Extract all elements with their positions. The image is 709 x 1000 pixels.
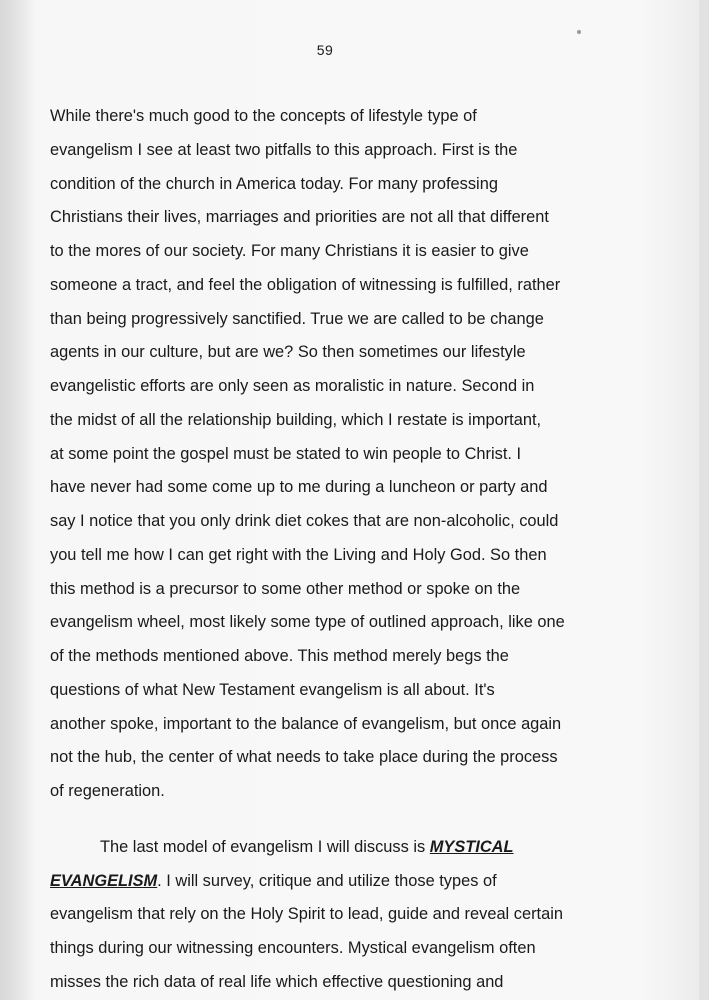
text-line: someone a tract, and feel the obligation of witnessing is fulfilled, rather — [50, 275, 561, 294]
line-prefix: The last model of evangelism I will discuss is — [100, 837, 430, 856]
text-line: of the methods mentioned above. This method merely begs the — [50, 647, 509, 665]
text-line: say I notice that you only drink diet cokes that are non-alcoholic, could — [50, 512, 559, 530]
text-line — [50, 865, 650, 899]
text-line: evangelistic efforts are only seen as moralistic in nature. Second in — [50, 377, 535, 395]
scan-shadow-left — [0, 0, 34, 1000]
text-line: condition of the church in America today. For many professing — [50, 174, 498, 193]
paragraph-gap — [50, 809, 650, 831]
text-line: misses the rich data of real life which effective questioning and — [50, 972, 504, 991]
body-text — [50, 100, 650, 1000]
text-line: to the mores of our society. For many Christians it is easier to give — [50, 242, 529, 260]
emphasis-term: MYSTICAL — [429, 837, 514, 856]
text-line: at some point the gospel must be stated to win people to Christ. I — [50, 444, 522, 463]
line-suffix: . I will survey, critique and utilize those types of — [157, 871, 497, 890]
text-line: Christians their lives, marriages and priorities are not all that different — [50, 208, 549, 227]
text-line: evangelism I see at least two pitfalls to this approach. First is the — [50, 140, 518, 159]
text-line: agents in our culture, but are we? So then sometimes our lifestyle — [50, 343, 526, 362]
text-line: than being progressively sanctified. True we are called to be change — [50, 309, 544, 328]
text-line: things during our witnessing encounters. Mystical evangelism often — [50, 939, 536, 957]
text-line: you tell me how I can get right with the Living and Holy God. So then — [50, 545, 547, 564]
text-line: have never had some come up to me during a luncheon or party and — [50, 478, 548, 497]
text-line: While there's much good to the concepts of lifestyle type of — [50, 107, 477, 125]
text-line: evangelism that rely on the Holy Spirit to lead, guide and reveal certain — [50, 905, 563, 924]
text-line — [50, 831, 650, 865]
scan-shadow-right — [699, 0, 709, 1000]
page-number: 59 — [316, 42, 334, 58]
text-line: this method is a precursor to some other method or spoke on the — [50, 579, 521, 598]
emphasis-term: EVANGELISM — [50, 871, 158, 890]
text-line: not the hub, the center of what needs to take place during the process — [50, 748, 558, 767]
text-line: questions of what New Testament evangelism is all about. It's — [50, 680, 495, 699]
text-line: of regeneration. — [50, 782, 165, 800]
text-line: another spoke, important to the balance of evangelism, but once again — [50, 714, 562, 733]
text-line: evangelism wheel, most likely some type of outlined approach, like one — [50, 613, 565, 632]
scan-speck — [577, 30, 581, 34]
text-line: the midst of all the relationship building, which I restate is important, — [50, 410, 542, 429]
